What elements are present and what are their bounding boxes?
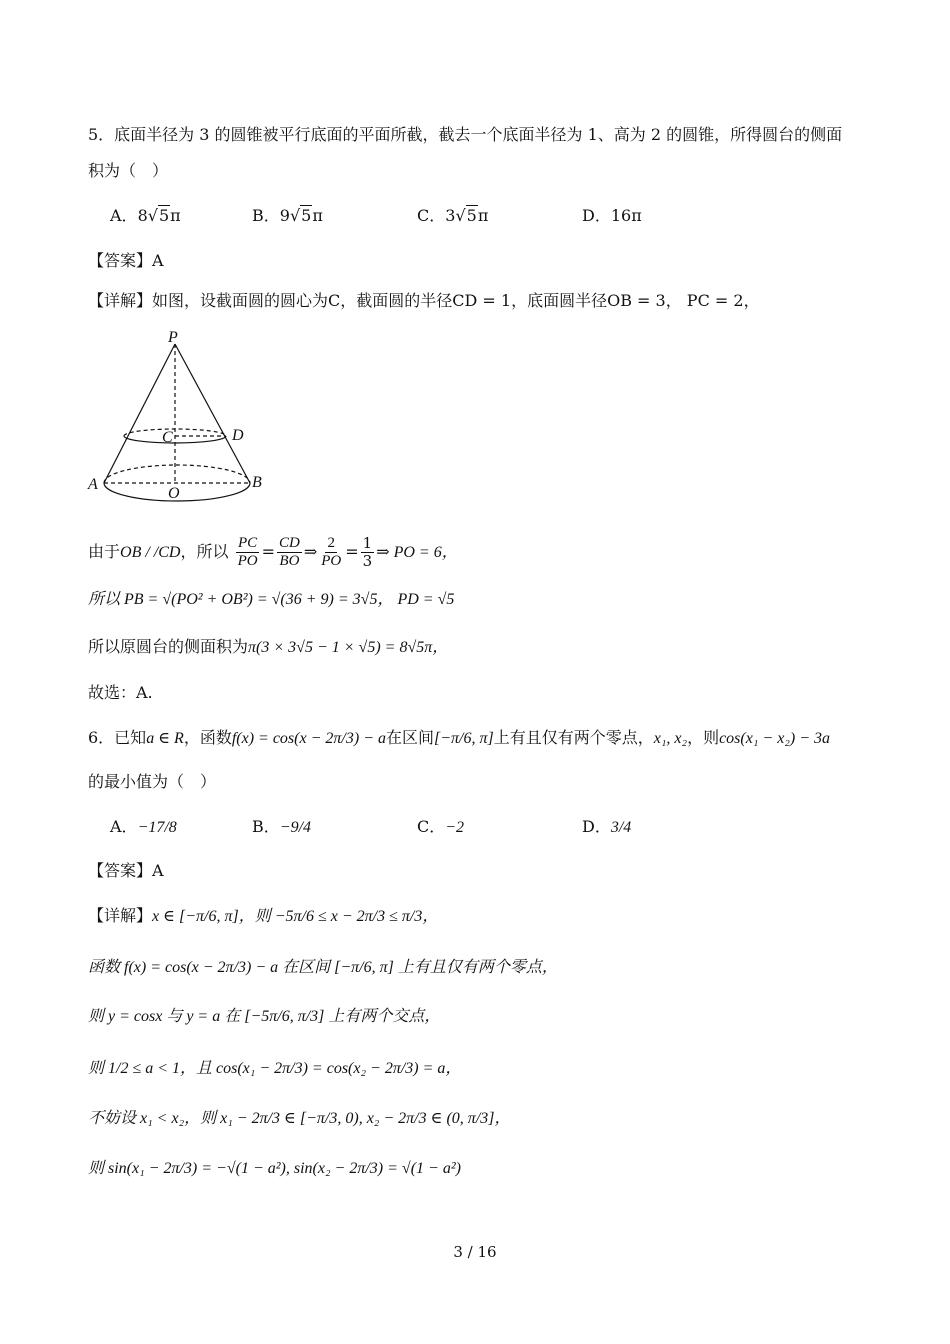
q5-stem-line2: 积为（ ） — [88, 161, 169, 180]
q6-option-d: D．3/4 — [582, 817, 632, 836]
label-p: P — [168, 329, 178, 346]
label-c: C — [162, 429, 173, 446]
q5-step3: 所以原圆台的侧面积为π(3 × 3√5 − 1 × √5) = 8√5π， — [88, 637, 449, 656]
label-d: D — [232, 427, 244, 444]
q5-option-d: D．16π — [582, 206, 642, 225]
q5-stem-line1: 5．底面半径为 3 的圆锥被平行底面的平面所截，截去一个底面半径为 1、高为 2 的圆锥，所得圆台的侧面 — [88, 125, 843, 144]
page-number: 3 / 16 — [453, 1243, 497, 1261]
q6-option-b: B．−9/4 — [252, 817, 312, 836]
q6-option-c: C．−2 — [417, 817, 465, 836]
label-b: B — [252, 474, 262, 491]
cone-frustum-figure — [86, 328, 276, 504]
q6-answer: 【答案】A — [88, 861, 164, 880]
q6-stem-line1: 6．已知a ∈ R，函数f(x) = cos(x − 2π/3) − a在区间[−π/6, π]上有且仅有两个零点，x₁, x₂，则cos(x₁ − x₂) − 3a — [88, 728, 830, 747]
q5-step1: 由于OB / /CD，所以 $\frac{PC}{PO}$ = $\frac{CD}{BO}$ ⇒ $\frac{2}{PO}$ = $\frac{1}{3}$ ⇒ PO = 6， — [88, 534, 458, 570]
q5-option-c: C．3√5π — [417, 206, 489, 225]
q6-detail-6: 则 sin(x₁ − 2π/3) = −√(1 − a²), sin(x₂ − 2π/3) = √(1 − a²) — [88, 1160, 461, 1177]
q6-detail-1: 【详解】x ∈ [−π/6, π]，则 −5π/6 ≤ x − 2π/3 ≤ π/3， — [88, 906, 439, 925]
q5-answer: 【答案】A — [88, 251, 164, 270]
q5-detail: 【详解】如图，设截面圆的圆心为C，截面圆的半径CD = 1，底面圆半径OB = 3， PC = 2， — [88, 291, 760, 310]
q6-option-a: A．−17/8 — [110, 817, 177, 836]
q5-step2: 所以 PB = √(PO² + OB²) = √(36 + 9) = 3√5， PD = √5 — [88, 591, 455, 608]
q6-detail-5: 不妨设 x₁ < x₂，则 x₁ − 2π/3 ∈ [−π/3, 0), x₂ − 2π/3 ∈ (0, π/3]， — [88, 1110, 511, 1127]
q5-step4: 故选：A. — [88, 683, 153, 702]
label-a: A — [88, 476, 98, 493]
q6-stem-line2: 的最小值为（ ） — [88, 772, 217, 791]
q6-detail-3: 则 y = cosx 与 y = a 在 [−5π/6, π/3] 上有两个交点， — [88, 1008, 441, 1025]
q5-option-b: B．9√5π — [252, 206, 323, 225]
q5-option-a: A．8√5π — [110, 206, 181, 225]
q6-detail-4: 则 1/2 ≤ a < 1，且 cos(x₁ − 2π/3) = cos(x₂ − 2π/3) = a， — [88, 1060, 462, 1077]
label-o: O — [168, 485, 180, 502]
q6-detail-2: 函数 f(x) = cos(x − 2π/3) − a 在区间 [−π/6, π] 上有且仅有两个零点， — [88, 959, 558, 976]
